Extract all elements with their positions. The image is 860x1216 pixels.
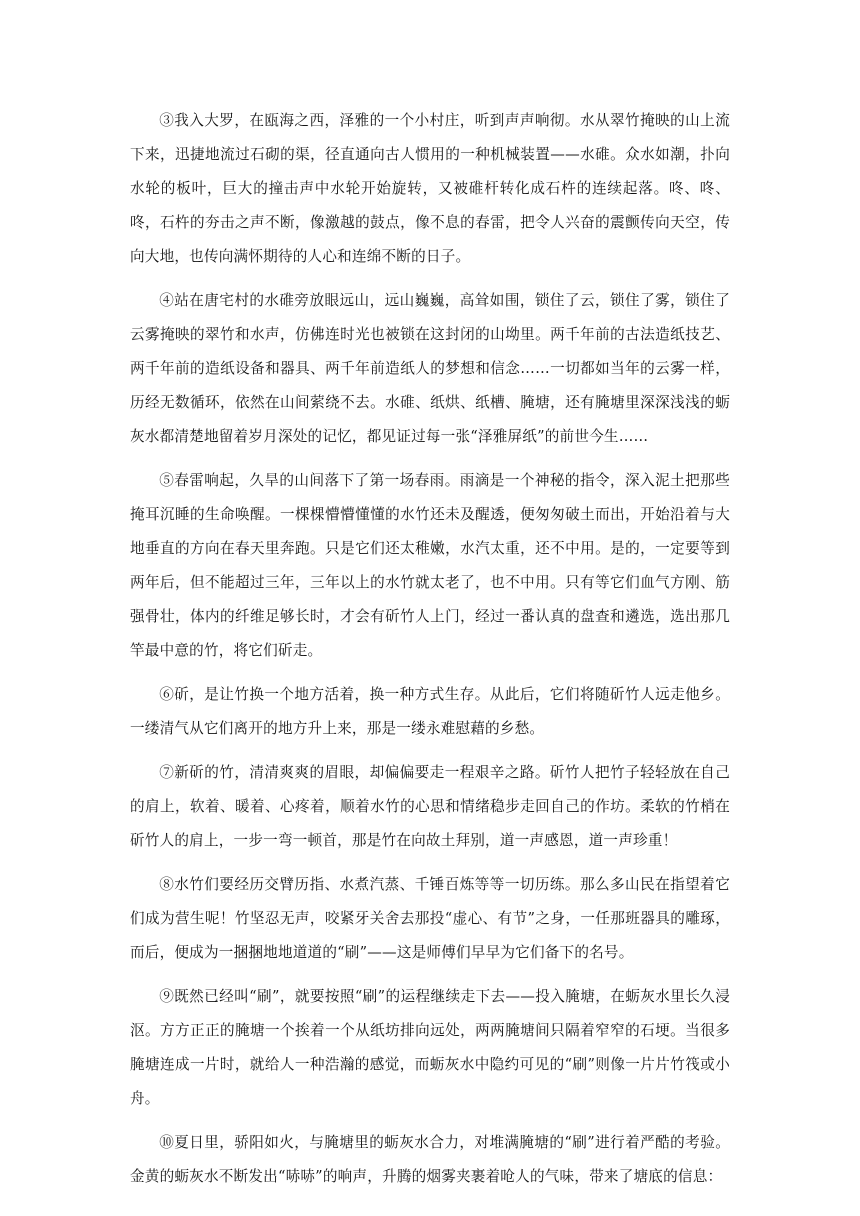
paragraph-5: ⑤春雷响起，久旱的山间落下了第一场春雨。雨滴是一个神秘的指令，深入泥土把那些掩耳沉睡的生命唤醒。一棵棵懵懵懂懂的水竹还未及醒透，便匆匆破土而出，开始沿着与大地垂直的方向在春天里奔跑。只是它们还太稚嫩，水汽太重，还不中用。是的，一定要等到两年后，但不能超过三年，三年以上的水竹就太老了，也不中用。只有等它们血气方刚、筋强骨壮，体内的纤维足够长时，才会有斫竹人上门，经过一番认真的盘查和遴选，选出那几竿最中意的竹，将它们斫走。 (130, 472, 730, 659)
paragraph-4: ④站在唐宅村的水碓旁放眼远山，远山巍巍，高耸如围，锁住了云，锁住了雾，锁住了云雾掩映的翠竹和水声，仿佛连时光也被锁在这封闭的山坳里。两千年前的古法造纸技艺、两千年前的造纸设备和器具、两千年前造纸人的梦想和信念……一切都如当年的云雾一样，历经无数循环，依然在山间萦绕不去。水碓、纸烘、纸槽、腌塘，还有腌塘里深深浅浅的蛎灰水都清楚地留着岁月深处的记忆，都见证过每一张“泽雅屏纸”的前世今生…… (130, 292, 730, 445)
paragraph-7: ⑦新斫的竹，清清爽爽的眉眼，却偏偏要走一程艰辛之路。斫竹人把竹子轻轻放在自己的肩上，软着、暖着、心疼着，顺着水竹的心思和情绪稳步走回自己的作坊。柔软的竹梢在斫竹人的肩上，一步一弯一顿首，那是竹在向故土拜别，道一声感恩，道一声珍重！ (130, 764, 730, 849)
document-page (130, 104, 730, 1204)
paragraph-8: ⑧水竹们要经历交臂历指、水煮汽蒸、千锤百炼等等一切历练。那么多山民在指望着它们成为营生呢！竹坚忍无声，咬紧牙关舍去那投“虚心、有节”之身，一任那班器具的雕琢，而后，便成为一捆捆地地道道的“刷”——这是师傅们早早为它们备下的名号。 (130, 876, 730, 961)
paragraph-9: ⑨既然已经叫“刷”，就要按照“刷”的运程继续走下去——投入腌塘，在蛎灰水里长久浸沤。方方正正的腌塘一个挨着一个从纸坊排向远处，两两腌塘间只隔着窄窄的石埂。当很多腌塘连成一片时，就给人一种浩瀚的感觉，而蛎灰水中隐约可见的“刷”则像一片片竹筏或小舟。 (130, 988, 730, 1107)
paragraph-10: ⑩夏日里，骄阳如火，与腌塘里的蛎灰水合力，对堆满腌塘的“刷”进行着严酷的考验。金黄的蛎灰水不断发出“哧哧”的响声，升腾的烟雾夹裹着呛人的气味，带来了塘底的信息： (130, 1134, 730, 1185)
paragraph-3: ③我入大罗，在瓯海之西，泽雅的一个小村庄，听到声声响彻。水从翠竹掩映的山上流下来，迅捷地流过石砌的渠，径直通向古人惯用的一种机械装置——水碓。众水如潮，扑向水轮的板叶，巨大的撞击声中水轮开始旋转，又被碓杆转化成石杵的连续起落。咚、咚、咚，石杵的夯击之声不断，像激越的鼓点，像不息的春雷，把令人兴奋的震颤传向天空，传向大地，也传向满怀期待的人心和连绵不断的日子。 (130, 112, 730, 265)
paragraph-6: ⑥斫，是让竹换一个地方活着，换一种方式生存。从此后，它们将随斫竹人远走他乡。一缕清气从它们离开的地方升上来，那是一缕永难慰藉的乡愁。 (130, 686, 730, 737)
